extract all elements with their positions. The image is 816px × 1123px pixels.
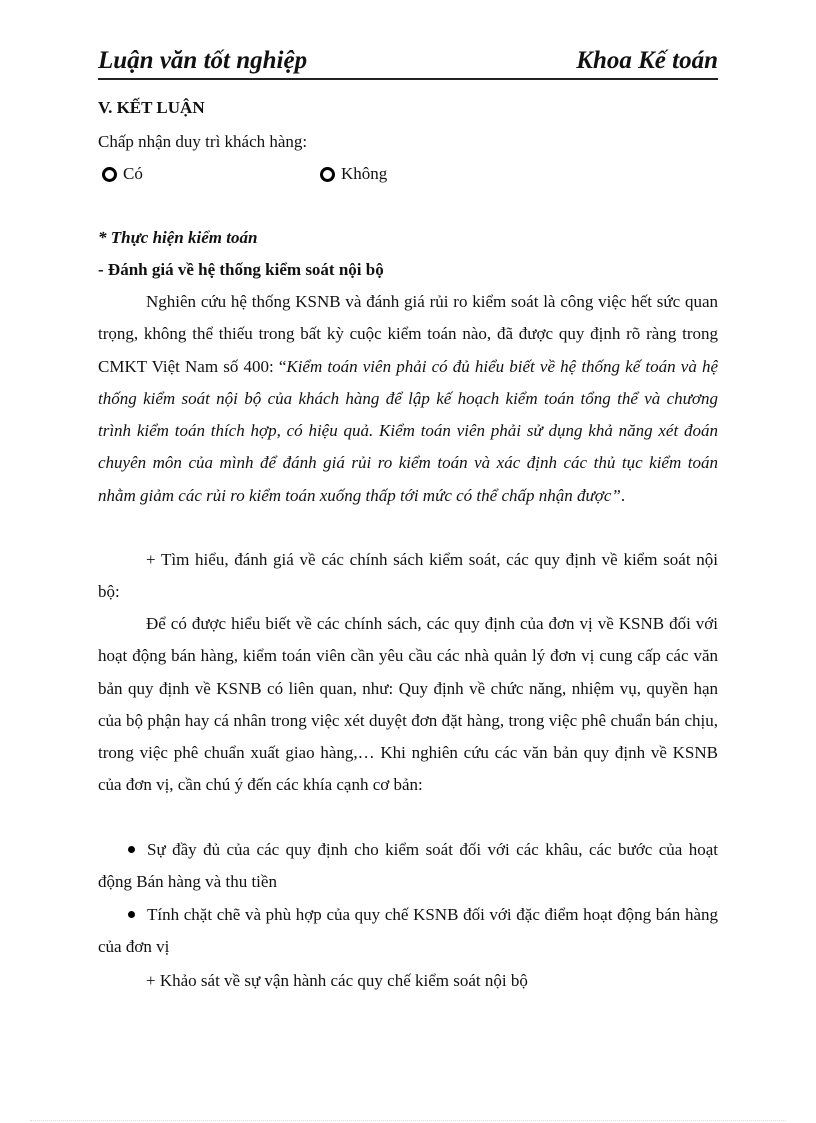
footer-rule [30,1120,786,1121]
radio-label-no: Không [341,164,388,183]
radio-option-no[interactable] [320,162,387,186]
section-title: V. KẾT LUẬN [98,98,205,117]
radio-circle-icon [320,167,335,182]
paragraph-ksnb-study [98,286,718,512]
paragraph-policy-review: + Tìm hiểu, đánh giá về các chính sách kiểm soát, các quy định về kiểm soát nội bộ: [98,550,718,602]
paragraph-ksnb-end: . [620,485,626,505]
bullet-icon [128,846,135,853]
radio-option-yes[interactable] [102,162,143,186]
bullet-text-1: Sự đầy đủ của các quy định cho kiểm soát đối với các khâu, các bước của hoạt động Bán hàng và thu tiền [98,840,718,892]
paragraph-ksnb-quote: Kiểm toán viên phải có đủ hiểu biết về hệ thống kế toán và hệ thống kiểm soát nội bộ của khách hàng để lập kế hoạch kiểm toán tổng thể và chương trình kiểm toán thích hợp, có hiệu quả. Kiểm toán viên phải sử dụng khả năng xét đoán chuyên môn của mình để đánh giá rủi ro kiểm toán và xác định các thủ tục kiểm toán nhằm giảm các rủi ro kiểm toán xuống thấp tới mức có thể chấp nhận được” [98,356,719,505]
header-thesis-title: Luận văn tốt nghiệp [98,47,308,74]
header-faculty: Khoa Kế toán [576,47,718,74]
bullet-item-2 [98,899,718,964]
radio-group [98,162,718,186]
subheading-internal-control: - Đánh giá về hệ thống kiểm soát nội bộ [98,260,384,279]
question-text: Chấp nhận duy trì khách hàng: [98,132,308,151]
bullet-item-1 [98,834,718,899]
bullet-icon [128,911,135,918]
paragraph-ksnb-text: Nghiên cứu hệ thống KSNB và đánh giá rủi ro kiểm soát là công việc hết sức quan trọng, không thể thiếu trong bất kỳ cuộc kiểm toán nào, đã được quy định rõ ràng trong CMKT Việt Nam số 400: “ [98,292,718,376]
bullet-text-2: Tính chặt chẽ và phù hợp của quy chế KSNB đối với đặc điểm hoạt động bán hàng của đơn vị [98,905,718,957]
paragraph-operation-survey: + Khảo sát về sự vận hành các quy chế kiểm soát nội bộ [146,971,528,990]
radio-label-yes: Có [123,164,143,183]
radio-circle-icon [102,167,117,182]
paragraph-understanding: Để có được hiểu biết về các chính sách, các quy định của đơn vị về KSNB đối với hoạt động bán hàng, kiểm toán viên cần yêu cầu các nhà quản lý đơn vị cung cấp các văn bản quy định về KSNB có liên quan, như: Quy định về chức năng, nhiệm vụ, quyền hạn của bộ phận hay cá nhân trong việc xét duyệt đơn đặt hàng, trong việc phê chuẩn bán chịu, trong việc phê chuẩn xuất giao hàng,… Khi nghiên cứu các văn bản quy định về KSNB của đơn vị, cần chú ý đến các khía cạnh cơ bản: [98,614,718,795]
heading-audit-execution: * Thực hiện kiểm toán [98,228,258,247]
page-header [98,44,718,80]
